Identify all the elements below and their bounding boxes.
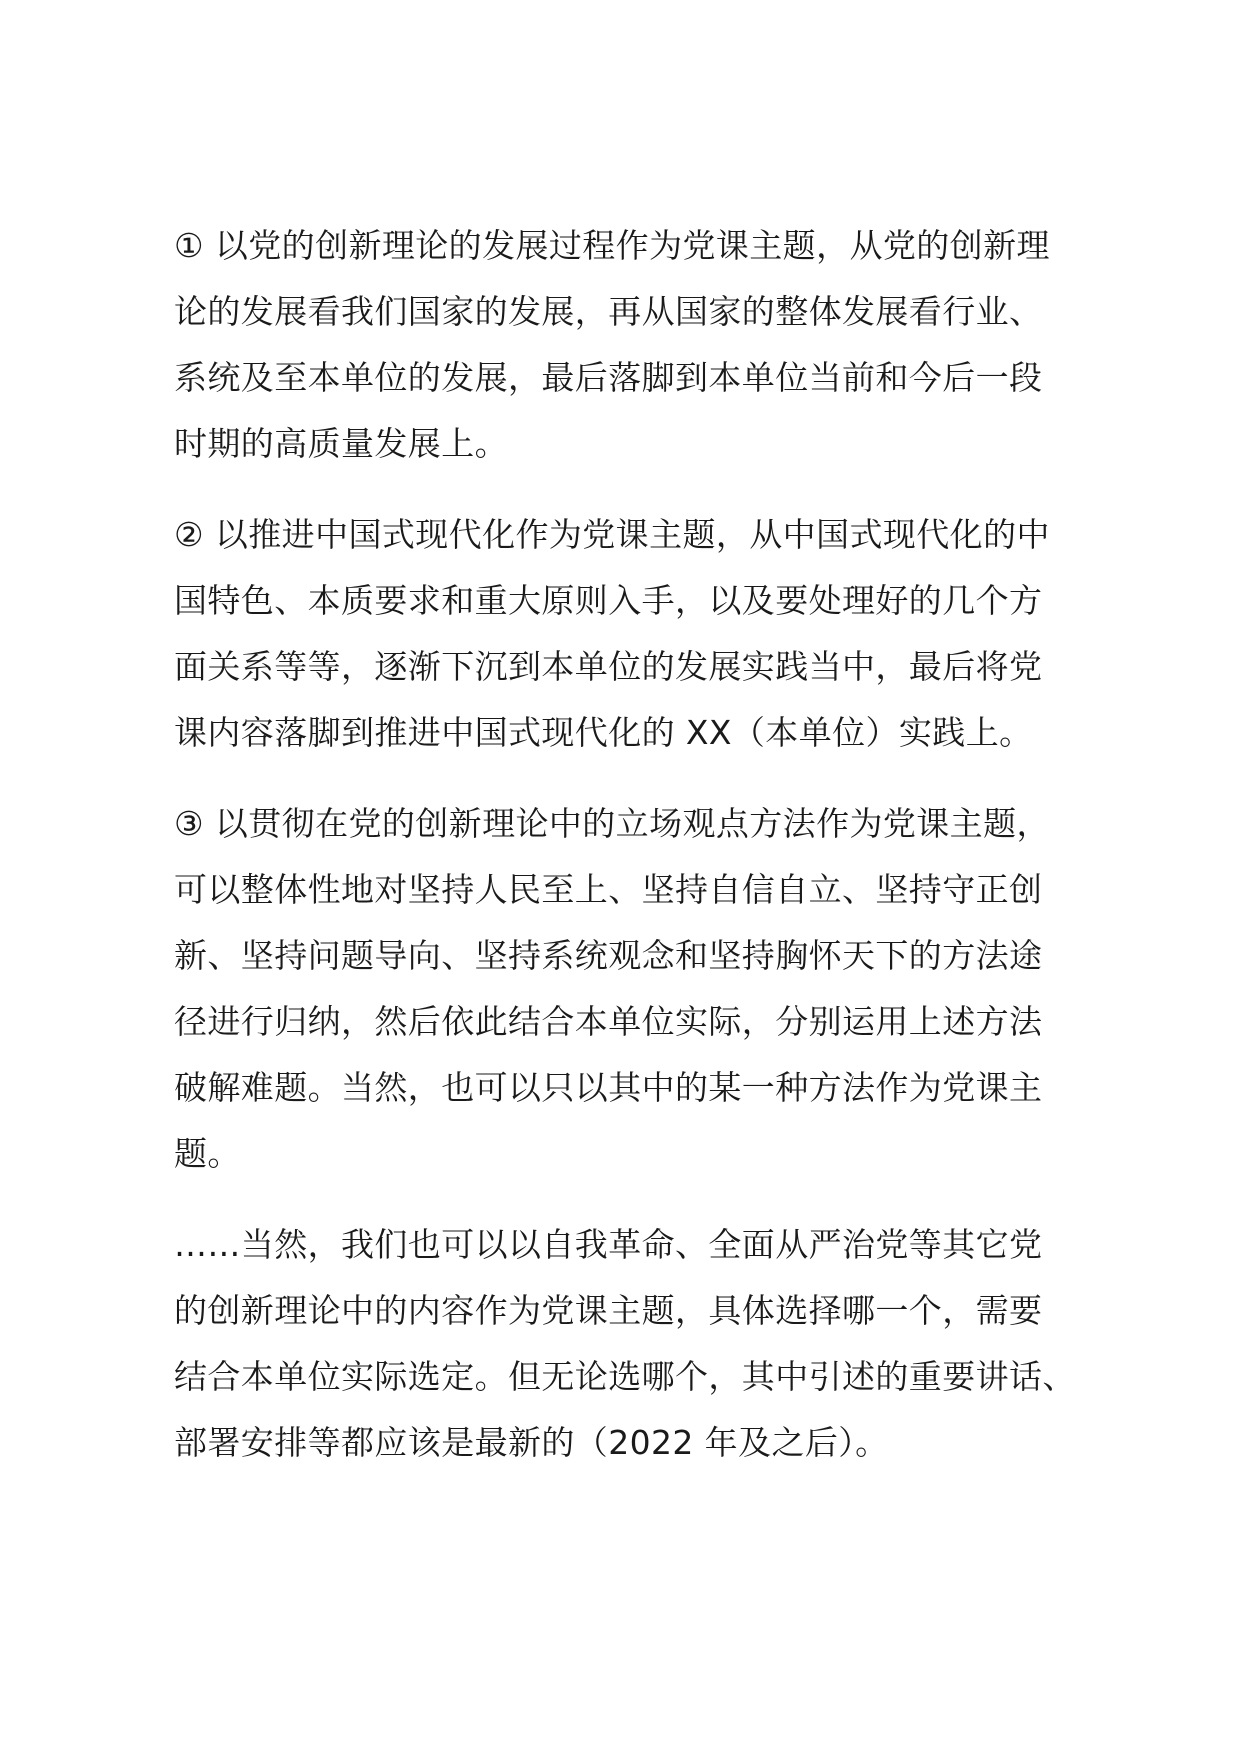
text-line: 结合本单位实际选定。但无论选哪个，其中引述的重要讲话、: [174, 1357, 1076, 1396]
text-line: 径进行归纳，然后依此结合本单位实际，分别运用上述方法: [174, 1002, 1043, 1041]
text-line: 论的发展看我们国家的发展，再从国家的整体发展看行业、: [174, 292, 1043, 331]
text-line: ③ 以贯彻在党的创新理论中的立场观点方法作为党课主题，: [174, 804, 1050, 843]
text-line: 课内容落脚到推进中国式现代化的 XX（本单位）实践上。: [174, 713, 1033, 752]
text-line: ……当然，我们也可以以自我革命、全面从严治党等其它党: [174, 1225, 1043, 1264]
text-line: 破解难题。当然，也可以只以其中的某一种方法作为党课主: [174, 1068, 1043, 1107]
paragraph-3: [174, 791, 1094, 1187]
text-line: 部署安排等都应该是最新的（2022 年及之后）。: [174, 1423, 889, 1462]
text-line: 可以整体性地对坚持人民至上、坚持自信自立、坚持守正创: [174, 870, 1043, 909]
paragraph-4: [174, 1212, 1094, 1476]
text-line: 的创新理论中的内容作为党课主题，具体选择哪一个，需要: [174, 1291, 1043, 1330]
text-line: 新、坚持问题导向、坚持系统观念和坚持胸怀天下的方法途: [174, 936, 1043, 975]
paragraph-1: [174, 213, 1094, 477]
text-line: 系统及至本单位的发展，最后落脚到本单位当前和今后一段: [174, 358, 1043, 397]
text-line: ① 以党的创新理论的发展过程作为党课主题，从党的创新理: [174, 226, 1050, 265]
text-line: 时期的高质量发展上。: [174, 424, 508, 463]
text-line: 题。: [174, 1134, 241, 1173]
document-body: [174, 213, 1094, 1501]
text-line: 国特色、本质要求和重大原则入手，以及要处理好的几个方: [174, 581, 1043, 620]
text-line: ② 以推进中国式现代化作为党课主题，从中国式现代化的中: [174, 515, 1050, 554]
text-line: 面关系等等，逐渐下沉到本单位的发展实践当中，最后将党: [174, 647, 1043, 686]
paragraph-2: [174, 502, 1094, 766]
